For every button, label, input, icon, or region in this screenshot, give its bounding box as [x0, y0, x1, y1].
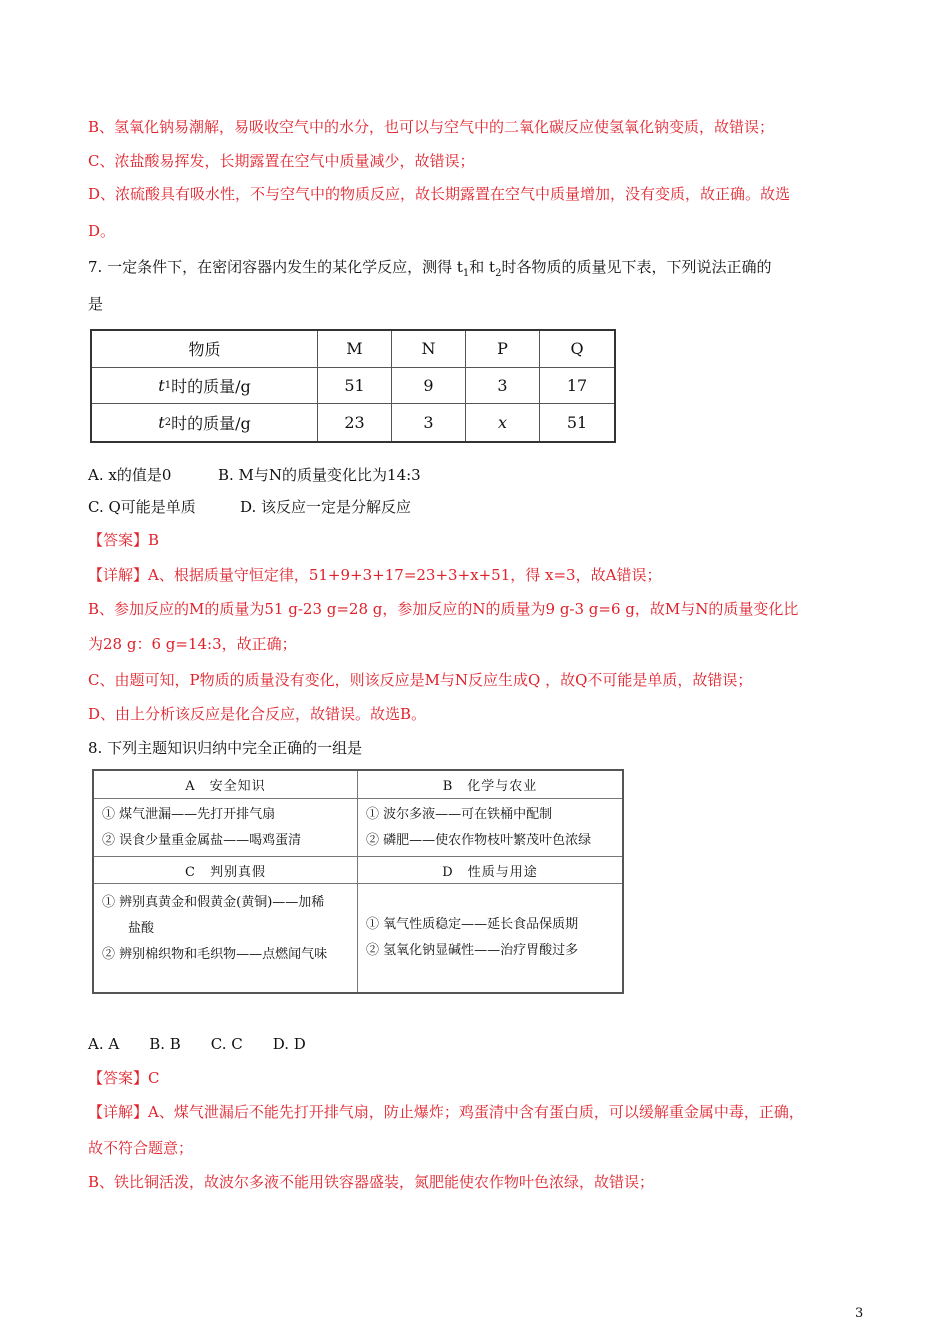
- q7-option-c: C. Q可能是单质: [88, 498, 196, 516]
- q7-stem-line2: 是: [88, 295, 104, 313]
- q8-detail-a-cont: 故不符合题意；: [88, 1139, 194, 1157]
- q8-group-a-header: A 安全知识: [94, 771, 358, 799]
- q7-detail-b: B、参加反应的M的质量为51 g-23 g=28 g，参加反应的N的质量为9 g-3 g=6 g，故M与N的质量变化比: [88, 600, 799, 618]
- q8-detail-a: 【详解】A、煤气泄漏后不能先打开排气扇，防止爆炸；鸡蛋清中含有蛋白质，可以缓解重金属中毒，正确，: [88, 1103, 804, 1121]
- q8-group-d-header: D 性质与用途: [358, 857, 622, 884]
- table-cell: 3: [466, 368, 540, 405]
- table-header-cell: P: [466, 331, 540, 368]
- q8-b-item-2: ② 磷肥——使农作物枝叶繁茂叶色浓绿: [366, 832, 592, 848]
- table-cell: 9: [392, 368, 466, 405]
- q7-option-a: A. x的值是0: [88, 466, 172, 484]
- q7-option-d: D. 该反应一定是分解反应: [240, 498, 412, 516]
- table-header-cell: M: [318, 331, 392, 368]
- table-cell: 51: [566, 413, 588, 433]
- q8-stem: 8. 下列主题知识归纳中完全正确的一组是: [88, 739, 363, 757]
- q7-options-row2: [88, 497, 868, 517]
- q8-group-d-body: [358, 884, 622, 992]
- explanation-line-b: B、氢氧化钠易潮解，易吸收空气中的水分，也可以与空气中的二氧化碳反应使氢氧化钠变质，故错误；: [88, 118, 775, 136]
- q8-group-a-body: [94, 799, 358, 857]
- table-cell: 51: [318, 368, 392, 405]
- q8-group-c-body: [94, 884, 358, 992]
- explanation-line-d: D、浓硫酸具有吸水性，不与空气中的物质反应，故长期露置在空气中质量增加，没有变质，故正确。故选: [88, 185, 791, 203]
- q8-d-item-1: ① 氧气性质稳定——延长食品保质期: [366, 917, 579, 932]
- q7-answer: 【答案】B: [88, 531, 160, 549]
- q8-c-item-1-cont: 盐酸: [128, 921, 155, 936]
- q7-options-row1: [88, 465, 868, 485]
- q8-group-c-header: C 判别真假: [94, 857, 358, 884]
- table-header-cell: 物质: [92, 331, 318, 368]
- table-row-label-t2: t 2 时的质量/g: [92, 404, 318, 441]
- q7-detail-c: C、由题可知，P物质的质量没有变化，则该反应是M与N反应生成Q ，故Q不可能是单质，故错误；: [88, 671, 753, 689]
- explanation-line-d-cont: D。: [88, 222, 116, 240]
- table-row-label-t1: t 1 时的质量/g: [92, 368, 318, 405]
- table-header-cell: Q: [540, 331, 614, 368]
- q8-b-item-1: ① 波尔多液——可在铁桶中配制: [366, 806, 553, 822]
- q7-detail-a: 【详解】A、根据质量守恒定律，51+9+3+17=23+3+x+51，得 x=3，故A错误；: [88, 566, 662, 584]
- explanation-line-c: C、浓盐酸易挥发，长期露置在空气中质量减少，故错误；: [88, 152, 475, 170]
- q8-c-item-1: ① 辨别真黄金和假黄金(黄铜)——加稀: [102, 895, 325, 910]
- table-cell: 23: [318, 404, 392, 441]
- q8-d-item-2: ② 氢氧化钠显碱性——治疗胃酸过多: [366, 943, 579, 958]
- q8-a-item-2: ② 误食少量重金属盐——喝鸡蛋清: [102, 832, 302, 848]
- q8-options: A. A B. B C. C D. D: [88, 1035, 306, 1053]
- page-number: 3: [855, 1306, 864, 1321]
- q7-detail-d: D、由上分析该反应是化合反应，故错误。故选B。: [88, 705, 427, 723]
- table-header-cell: N: [392, 331, 466, 368]
- q8-detail-b: B、铁比铜活泼，故波尔多液不能用铁容器盛装，氮肥能使农作物叶色浓绿，故错误；: [88, 1173, 655, 1191]
- table-cell: 17: [540, 368, 614, 405]
- table-cell: x: [466, 404, 540, 441]
- q8-c-item-2: ② 辨别棉织物和毛织物——点燃闻气味: [102, 947, 328, 962]
- q7-option-b: B. M与N的质量变化比为14:3: [218, 466, 421, 484]
- q8-a-item-1: ① 煤气泄漏——先打开排气扇: [102, 806, 276, 822]
- q8-answer: 【答案】C: [88, 1069, 160, 1087]
- q7-stem: 7. 一定条件下，在密闭容器内发生的某化学反应，测得 $t_1$和 $t_2$时各物质的质量见下表，下列说法正确的: [88, 258, 772, 279]
- q7-mass-table: [90, 329, 616, 443]
- q8-group-b-header: B 化学与农业: [358, 771, 622, 799]
- q8-knowledge-table: [92, 769, 624, 994]
- table-cell: 3: [392, 404, 466, 441]
- q8-group-b-body: [358, 799, 622, 857]
- q7-detail-b-cont: 为28 g：6 g=14:3，故正确；: [88, 635, 297, 653]
